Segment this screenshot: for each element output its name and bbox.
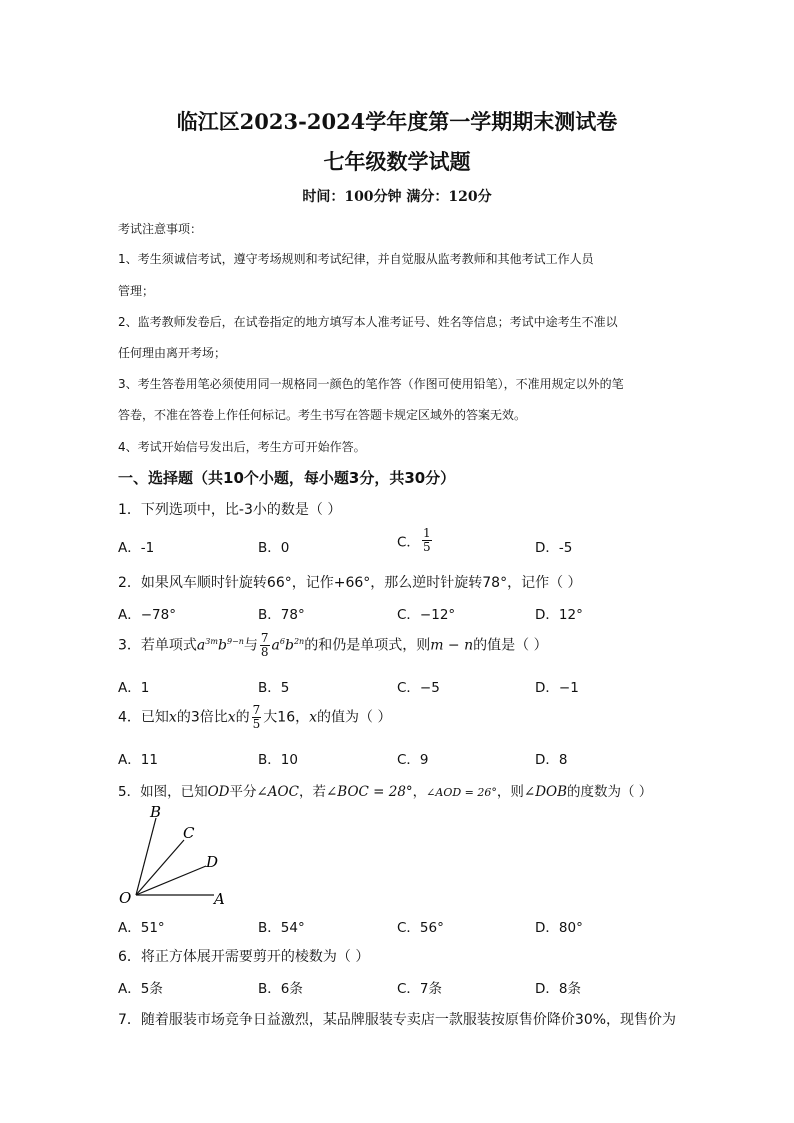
- label-a: A: [214, 890, 225, 908]
- ray-od: [136, 866, 206, 895]
- q4-option-a: A．11: [118, 752, 158, 768]
- q1-option-a: A．-1: [118, 540, 155, 556]
- q3-option-b: B．5: [258, 680, 290, 696]
- question-6: 6．将正方体展开需要剪开的棱数为（ ）: [118, 949, 370, 965]
- fraction: $\frac{7}{8}$: [260, 631, 269, 659]
- label-o: O: [119, 889, 132, 907]
- notice-line: 任何理由离开考场；: [118, 346, 227, 360]
- question-3: 3．若单项式$a^{3m}b^{9-n}$与 $\frac{7}{8}$ $a^6b^{2n}$的和仍是单项式，则m − n的值是（ ）: [118, 631, 548, 659]
- q5-option-b: B．54°: [258, 920, 305, 936]
- label-b: B: [150, 803, 162, 821]
- q4-option-c: C．9: [397, 752, 429, 768]
- q2-option-b: B．78°: [258, 607, 305, 623]
- q3-option-c: C．−5: [397, 680, 440, 696]
- q2-option-d: D．12°: [535, 607, 583, 623]
- exam-title: 临江区2023-2024学年度第一学期期末测试卷: [176, 109, 618, 134]
- q5-option-c: C．56°: [397, 920, 444, 936]
- fraction: $\frac{1}{5}$: [422, 526, 431, 554]
- label-c: C: [183, 824, 195, 842]
- question-7: 7．随着服装市场竞争日益激烈，某品牌服装专卖店一款服装按原售价降价30%，现售价为: [118, 1012, 677, 1028]
- notice-line: 管理；: [118, 284, 155, 298]
- question-2: 2．如果风车顺时针旋转66°，记作+66°，那么逆时针旋转78°，记作（ ）: [118, 575, 582, 591]
- q1-option-d: D．-5: [535, 540, 573, 556]
- notice-line: 1、考生须诚信考试，遵守考场规则和考试纪律，并自觉服从监考教师和其他考试工作人员: [118, 252, 594, 266]
- q5-option-d: D．80°: [535, 920, 583, 936]
- label-d: D: [206, 853, 219, 871]
- grade-title: 七年级数学试题: [323, 149, 471, 174]
- question-1: 1．下列选项中，比-3小的数是（ ）: [118, 502, 342, 518]
- q1-option-c: C． $\frac{1}{5}$: [397, 526, 431, 554]
- q5-option-a: A．51°: [118, 920, 165, 936]
- q6-option-c: C．7条: [397, 981, 443, 997]
- q2-option-a: A．−78°: [118, 607, 176, 623]
- q1-option-b: B．0: [258, 540, 290, 556]
- section-heading: 一、选择题（共10个小题，每小题3分，共30分）: [118, 469, 456, 487]
- angle-figure: [110, 800, 240, 910]
- notice-heading: 考试注意事项：: [118, 222, 203, 236]
- notice-line: 答卷，不准在答卷上作任何标记。考生书写在答题卡规定区域外的答案无效。: [118, 408, 527, 422]
- q6-option-a: A．5条: [118, 981, 163, 997]
- q3-option-d: D．−1: [535, 680, 579, 696]
- fraction: $\frac{7}{5}$: [252, 703, 261, 731]
- q3-option-a: A．1: [118, 680, 150, 696]
- q6-option-b: B．6条: [258, 981, 303, 997]
- q2-option-c: C．−12°: [397, 607, 456, 623]
- q4-option-d: D．8: [535, 752, 568, 768]
- question-5: 5．如图，已知OD平分∠AOC，若∠BOC = 28°，∠AOD = 26°，则∠DOB的度数为（ ）: [118, 784, 653, 800]
- notice-line: 4、考试开始信号发出后，考生方可开始作答。: [118, 440, 366, 454]
- time-info: 时间：100分钟 满分：120分: [302, 189, 492, 205]
- question-4: 4．已知x的3倍比x的 $\frac{7}{5}$ 大16，x的值为（ ）: [118, 703, 392, 731]
- q4-option-b: B．10: [258, 752, 298, 768]
- notice-line: 3、考生答卷用笔必须使用同一规格同一颜色的笔作答（作图可使用铅笔），不准用规定以外的笔: [118, 377, 624, 391]
- notice-line: 2、监考教师发卷后，在试卷指定的地方填写本人准考证号、姓名等信息；考试中途考生不准以: [118, 315, 618, 329]
- q6-option-d: D．8条: [535, 981, 581, 997]
